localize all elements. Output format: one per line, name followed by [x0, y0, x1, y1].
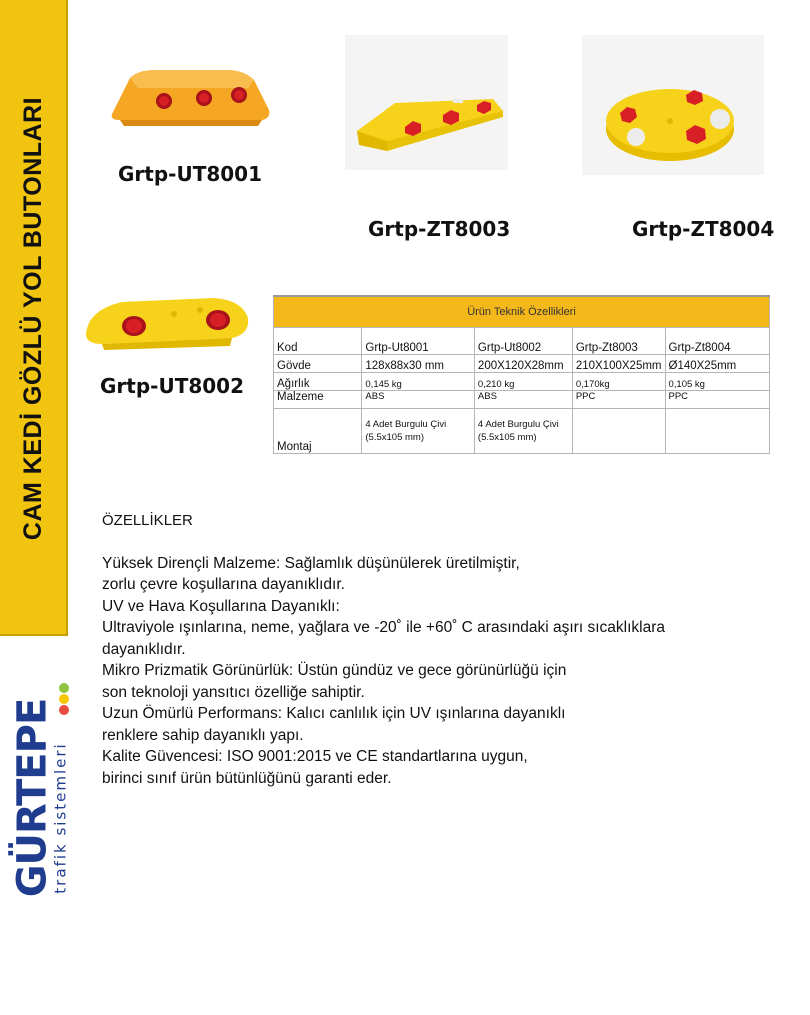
cell: 0,145 kg: [362, 372, 475, 390]
table-row: [274, 327, 770, 354]
feature-line: son teknoloji yansıtıcı özelliğe sahiptir.: [102, 683, 365, 701]
product-image-ut8001: [108, 62, 273, 130]
logo-name: GÜRTEPE: [9, 698, 56, 898]
cell: Grtp-Zt8003: [572, 327, 665, 354]
feature-line: birinci sınıf ürün bütünlüğünü garanti eder.: [102, 769, 392, 787]
table-row: [274, 372, 770, 390]
feature-line: renklere sahip dayanıklı yapı.: [102, 726, 304, 744]
feature-line: Kalite Güvencesi: ISO 9001:2015 ve CE standartlarına uygun,: [102, 748, 528, 765]
feature-line: Yüksek Dirençli Malzeme: Sağlamlık düşünülerek üretilmiştir,: [102, 554, 520, 572]
product-label-ut8002: Grtp-UT8002: [100, 374, 245, 398]
table-row: [274, 390, 770, 408]
row-label: Montaj: [274, 408, 362, 453]
feature-line: zorlu çevre koşullarına dayanıklıdır.: [102, 576, 345, 593]
cell: 4 Adet Burgulu Çivi (5.5x105 mm): [362, 408, 475, 453]
feature-line: UV ve Hava Koşullarına Dayanıklı:: [102, 597, 340, 615]
spec-table-header-row: [274, 296, 770, 327]
cell: 4 Adet Burgulu Çivi (5.5x105 mm): [474, 408, 572, 453]
cell: [572, 408, 665, 453]
cell: PPC: [665, 390, 770, 408]
features-section: [102, 510, 782, 789]
row-label: Gövde: [274, 354, 362, 372]
feature-line: Mikro Prizmatik Görünürlük: Üstün gündüz ve gece görünürlüğü için: [102, 662, 567, 679]
logo-dots-icon: [54, 680, 74, 720]
product-label-ut8001: Grtp-UT8001: [118, 162, 263, 186]
table-row: [274, 354, 770, 372]
logo-wordmark: [10, 678, 54, 918]
cell: 210X100X25mm: [572, 354, 665, 372]
cell: Ø140X25mm: [665, 354, 770, 372]
table-row: [274, 408, 770, 453]
cell: ABS: [362, 390, 475, 408]
cell: 128x88x30 mm: [362, 354, 475, 372]
cell: 0,170kg: [572, 372, 665, 390]
product-image-zt8004: [582, 35, 764, 175]
side-title: [0, 0, 68, 636]
features-heading: ÖZELLİKLER: [102, 512, 193, 529]
cell: [665, 408, 770, 453]
company-logo: [10, 678, 75, 918]
row-label: Ağırlık: [274, 372, 362, 390]
feature-line: dayanıklıdır.: [102, 640, 186, 658]
feature-line: Uzun Ömürlü Performans: Kalıcı canlılık için UV ışınlarına dayanıklı: [102, 705, 566, 722]
product-image-zt8003: [345, 35, 508, 170]
cell: 200X120X28mm: [474, 354, 572, 372]
logo-subtitle-wrap: [50, 718, 72, 918]
side-title-text: CAM KEDİ GÖZLÜ YOL BUTONLARI: [19, 96, 48, 540]
cell: ABS: [474, 390, 572, 408]
feature-line: Ultraviyole ışınlarına, neme, yağlara ve -20˚ ile +60˚ C arasındaki aşırı sıcaklıklara: [102, 619, 665, 636]
product-image-ut8002: [82, 290, 252, 352]
logo-subtitle: trafik sistemleri: [52, 742, 70, 894]
spec-table-title: Ürün Teknik Özellikleri: [274, 296, 770, 327]
product-label-zt8003: Grtp-ZT8003: [368, 217, 511, 241]
spec-table: [273, 295, 770, 454]
cell: 0,105 kg: [665, 372, 770, 390]
row-label: Malzeme: [274, 390, 362, 408]
row-label: Kod: [274, 327, 362, 354]
cell: Grtp-Ut8002: [474, 327, 572, 354]
cell: Grtp-Ut8001: [362, 327, 475, 354]
cell: Grtp-Zt8004: [665, 327, 770, 354]
cell: PPC: [572, 390, 665, 408]
cell: 0,210 kg: [474, 372, 572, 390]
product-label-zt8004: Grtp-ZT8004: [632, 217, 775, 241]
